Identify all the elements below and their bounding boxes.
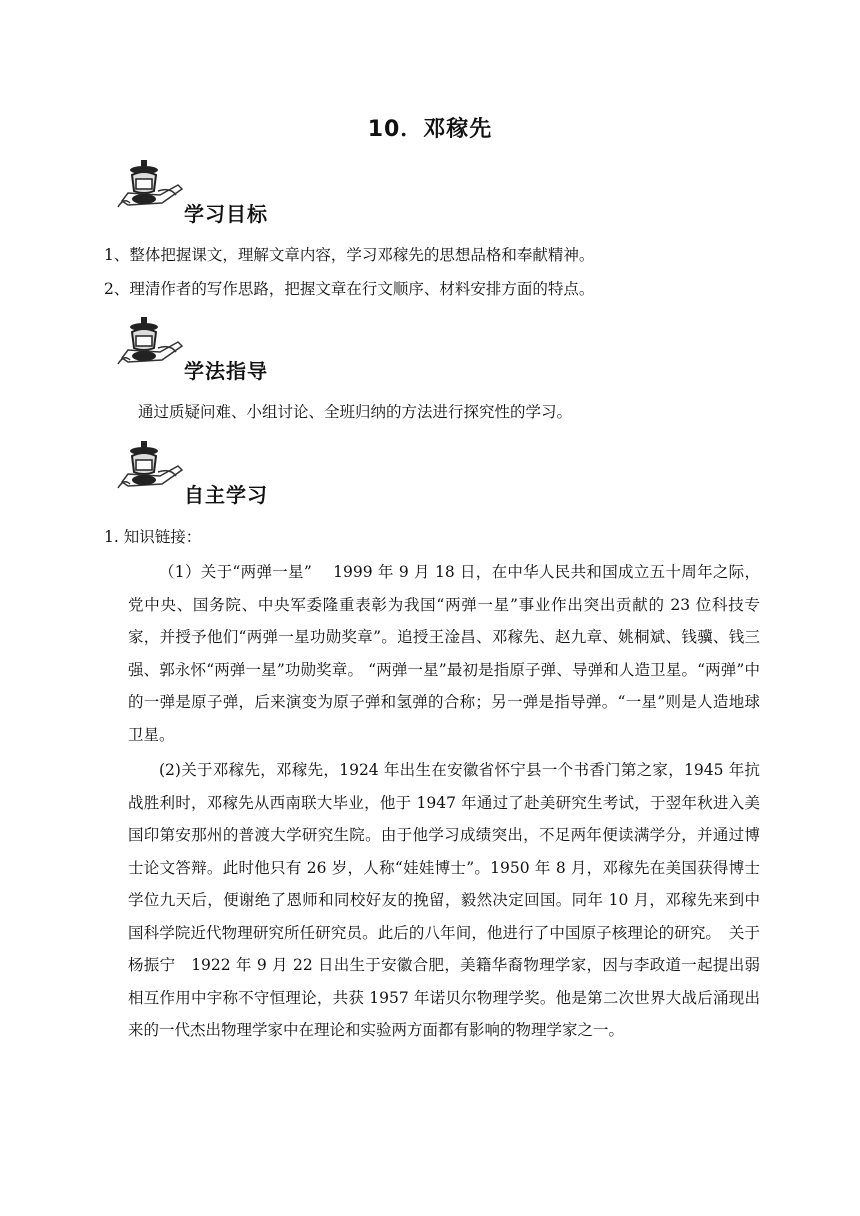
goal-item-2: 2、理清作者的写作思路，把握文章在行文顺序、材料安排方面的特点。 bbox=[104, 280, 595, 298]
goal-item-1: 1、整体把握课文，理解文章内容，学习邓稼先的思想品格和奉献精神。 bbox=[104, 246, 595, 264]
section-header-self-study bbox=[114, 438, 414, 508]
page-title: 10．邓稼先 bbox=[367, 117, 493, 142]
section-heading-goals: 学习目标 bbox=[184, 202, 268, 226]
lantern-person-icon bbox=[114, 438, 188, 504]
section-heading-self-study: 自主学习 bbox=[184, 483, 268, 507]
section-header-method bbox=[114, 314, 414, 384]
paragraph-two-bombs-one-satellite: （1）关于“两弹一星” 1999 年 9 月 18 日，在中华人民共和国成立五十周年之际，党中央、国务院、中央军委隆重表彰为我国“两弹一星”事业作出突出贡献的 23 位科技专家，并授予他们“两弹一星功勋奖章”。追授王淦昌、邓稼先、赵九章、姚桐斌、钱骥、钱三强、郭永怀“两弹一星”功勋奖章。 “两弹一星”最初是指原子弹、导弹和人造卫星。“两弹”中的一弹是原子弹，后来演变为原子弹和氢弹的合称；另一弹是指导弹。“一星”则是人造地球卫星。 bbox=[128, 563, 760, 744]
section-heading-method: 学法指导 bbox=[184, 359, 268, 383]
lantern-person-icon bbox=[114, 157, 188, 223]
paragraph-deng-jiaxian-bio: (2)关于邓稼先，邓稼先，1924 年出生在安徽省怀宁县一个书香门第之家，1945 年抗战胜利时，邓稼先从西南联大毕业，他于 1947 年通过了赴美研究生考试，于翌年秋进入美国印第安那州的普渡大学研究生院。由于他学习成绩突出，不足两年便读满学分，并通过博士论文答辩。此时他只有 26 岁，人称“娃娃博士”。1950 年 8 月，邓稼先在美国获得博士学位九天后，便谢绝了恩师和同校好友的挽留，毅然决定回国。同年 10 月，邓稼先来到中国科学院近代物理研究所任研究员。此后的八年间，他进行了中国原子核理论的研究。 关于杨振宁 1922 年 9 月 22 日出生于安徽合肥，美籍华裔物理学家，因与李政道一起提出弱相互作用中宇称不守恒理论，共获 1957 年诺贝尔物理学奖。他是第二次世界大战后涌现出来的一代杰出物理学家中在理论和实验两方面都有影响的物理学家之一。 bbox=[128, 761, 760, 1039]
knowledge-link-label: 1. 知识链接： bbox=[104, 528, 202, 546]
lantern-person-icon bbox=[114, 314, 188, 380]
section-header-goals bbox=[114, 157, 414, 227]
method-text: 通过质疑问难、小组讨论、全班归纳的方法进行探究性的学习。 bbox=[138, 403, 573, 421]
